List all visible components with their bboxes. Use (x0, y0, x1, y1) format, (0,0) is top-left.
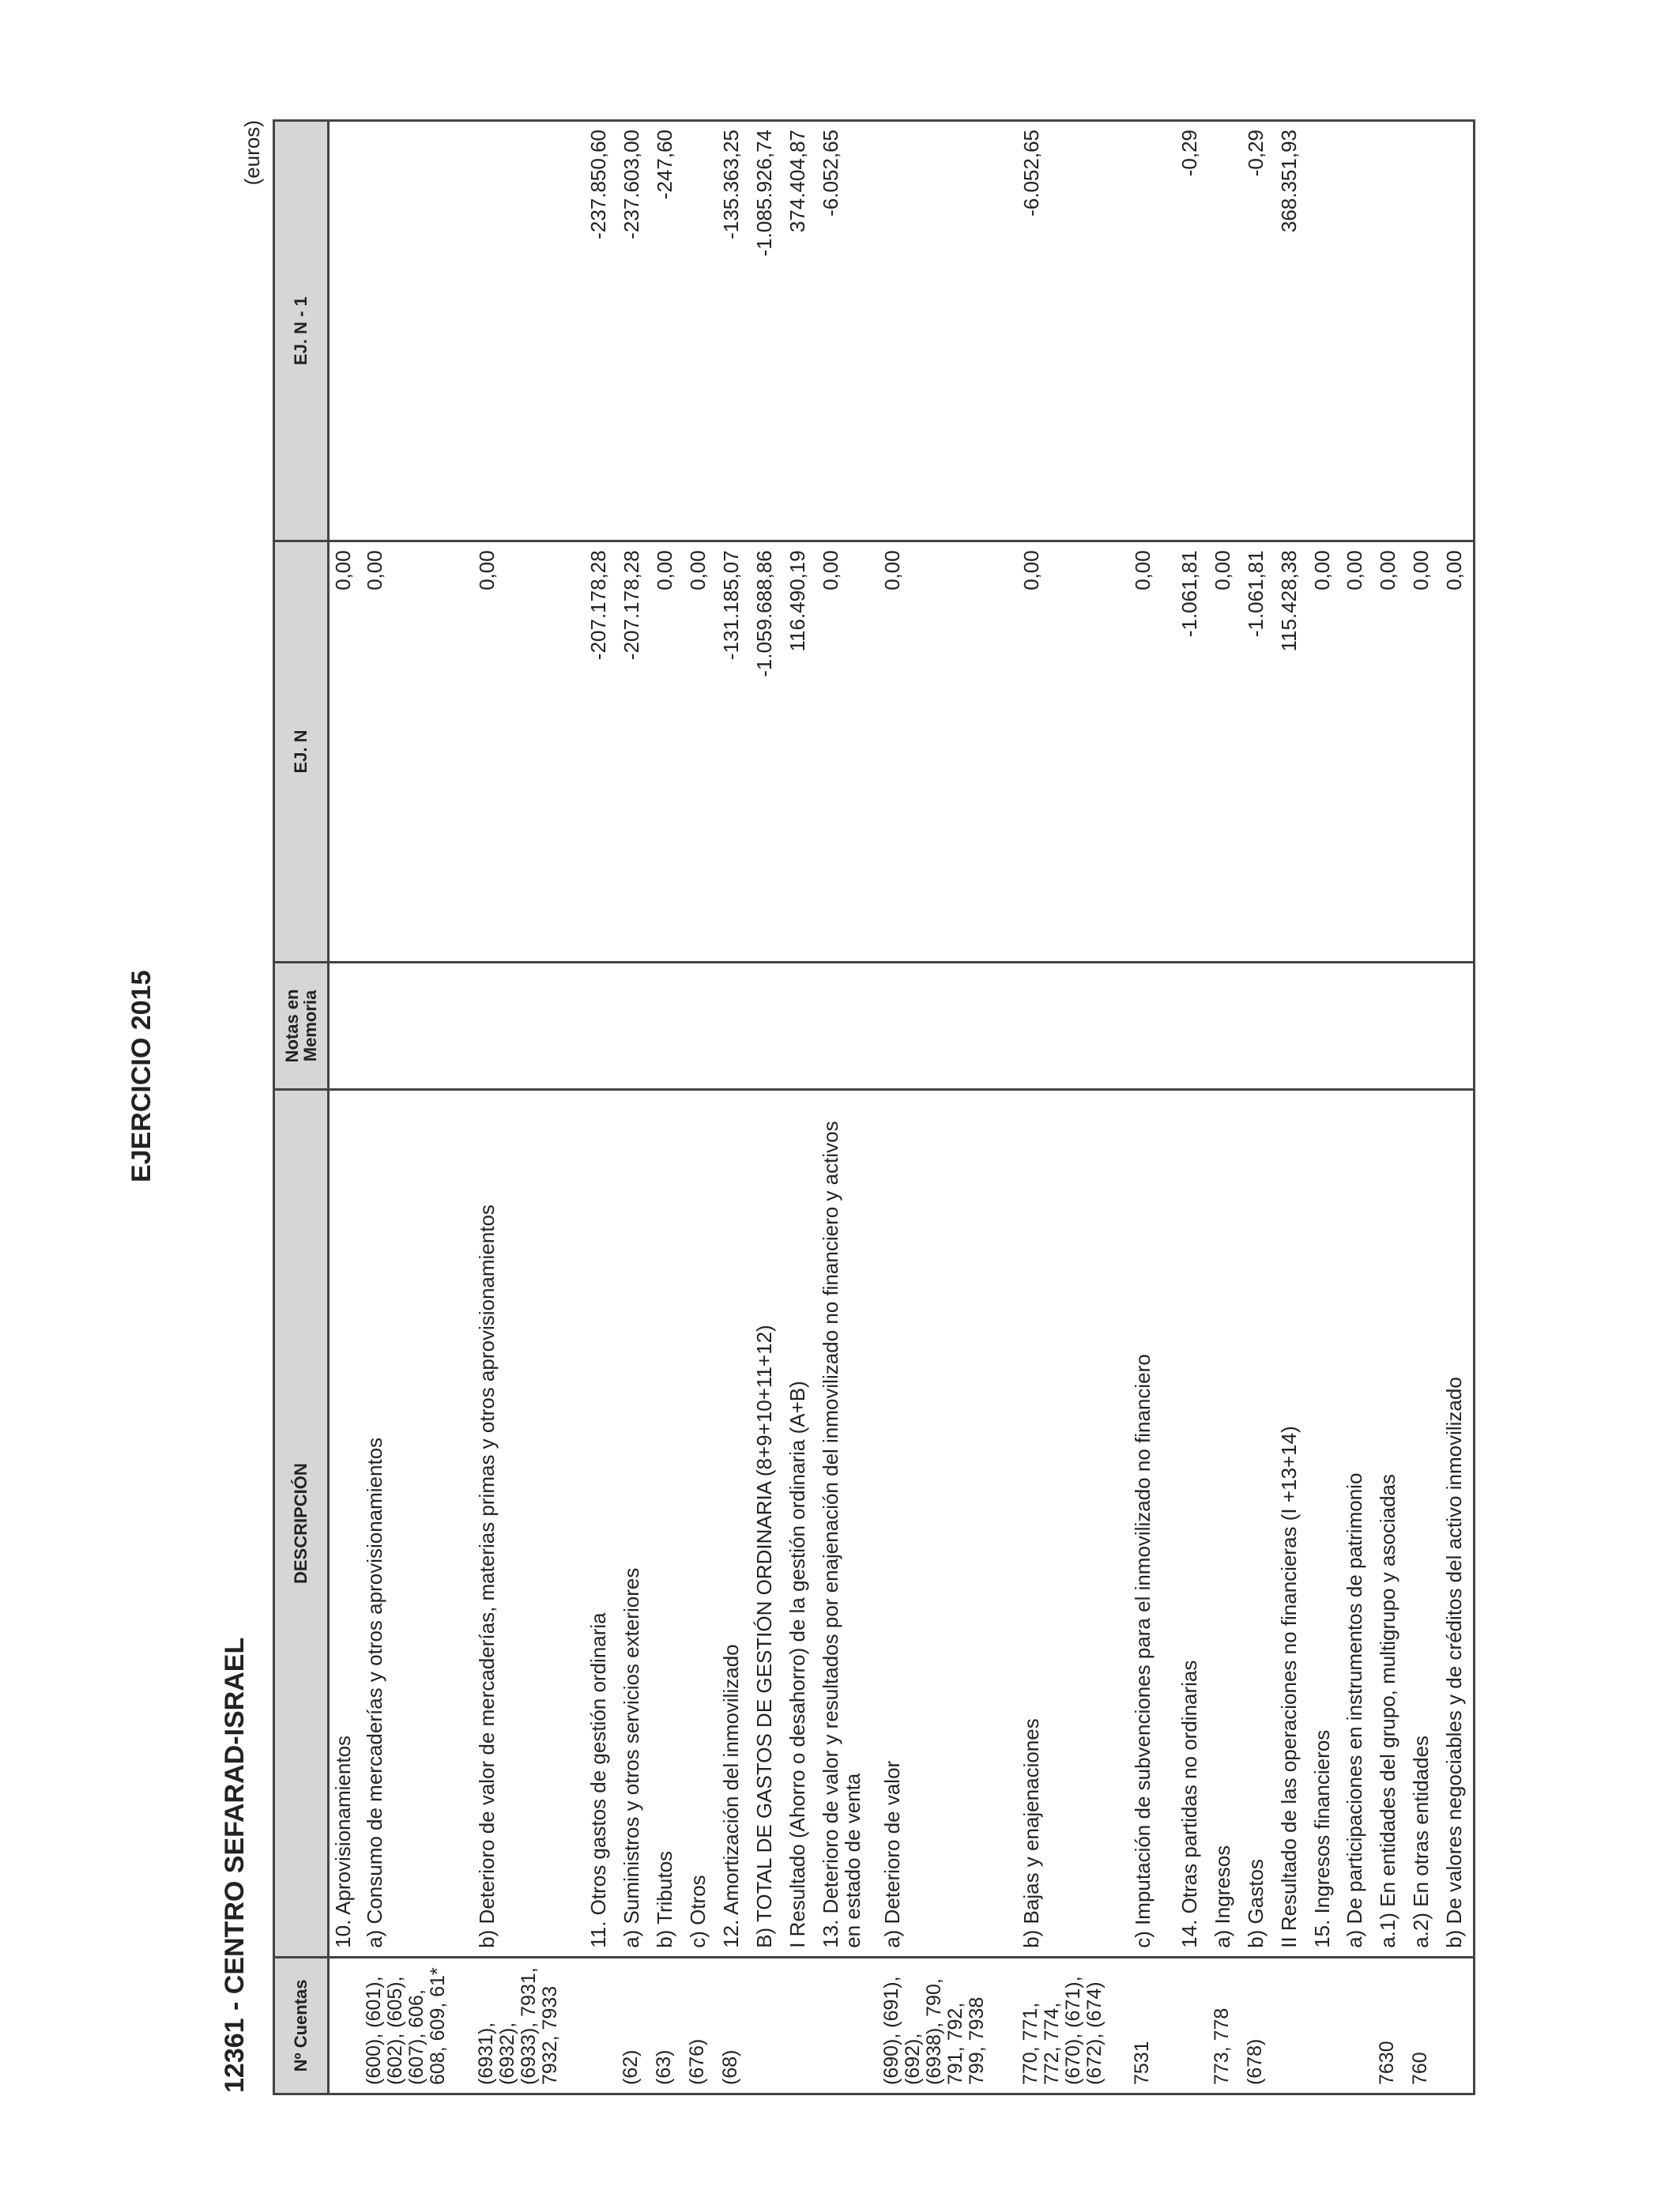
year-n1-cell: -135.363,25 (718, 121, 751, 541)
year-n1-cell (1309, 121, 1342, 541)
description-cell: a) Ingresos (1209, 1090, 1242, 1957)
table-row (618, 121, 651, 2094)
year-n1-cell (1341, 121, 1374, 541)
col-accounts-header: Nº Cuentas (274, 1957, 329, 2094)
table-row (585, 121, 618, 2094)
exercise-title: EJERCICIO 2015 (126, 970, 156, 1182)
table-row (651, 121, 684, 2094)
year-n-cell: -131.185,07 (718, 541, 751, 962)
table-row (1018, 121, 1129, 2094)
col-notes-header: Notas en Memoria (274, 962, 329, 1090)
year-n-cell: -1.059.688,86 (751, 541, 784, 962)
account-cell (1341, 1957, 1374, 2094)
table-row (684, 121, 718, 2094)
account-cell (817, 1957, 880, 2094)
year-n1-cell (1407, 121, 1441, 541)
account-cell: 7630 (1374, 1957, 1407, 2094)
table-row (361, 121, 473, 2094)
table-header-row (274, 121, 329, 2094)
description-cell: II Resultado de las operaciones no financieras (I +13+14) (1275, 1090, 1309, 1957)
account-cell: (6931), (6932), (6933), 7931, 7932, 7933 (473, 1957, 585, 2094)
description-cell: b) Bajas y enajenaciones (1018, 1090, 1129, 1957)
table-row (879, 121, 1018, 2094)
year-n1-cell: -247,60 (651, 121, 684, 541)
notes-cell (651, 962, 684, 1090)
results-table (273, 119, 1475, 2095)
table-row (1374, 121, 1407, 2094)
table-row (1129, 121, 1176, 2094)
notes-cell (817, 962, 880, 1090)
table-row (1309, 121, 1342, 2094)
account-cell: (678) (1242, 1957, 1275, 2094)
description-cell: b) Deterioro de valor de mercaderías, materias primas y otros aprovisionamientos (473, 1090, 585, 1957)
account-cell: (62) (618, 1957, 651, 2094)
year-n1-cell: 368.351,93 (1275, 121, 1309, 541)
description-cell: B) TOTAL DE GASTOS DE GESTIÓN ORDINARIA (8+9+10+11+12) (751, 1090, 784, 1957)
account-cell: (68) (718, 1957, 751, 2094)
account-cell: 773, 778 (1209, 1957, 1242, 2094)
account-cell (1275, 1957, 1309, 2094)
year-n1-cell (1209, 121, 1242, 541)
notes-cell (1341, 962, 1374, 1090)
year-n1-cell: -0,29 (1176, 121, 1209, 541)
account-cell (329, 1957, 362, 2094)
year-n-cell: 115.428,38 (1275, 541, 1309, 962)
description-cell: c) Otros (684, 1090, 718, 1957)
notes-cell (1374, 962, 1407, 1090)
notes-cell (1242, 962, 1275, 1090)
description-cell: b) Gastos (1242, 1090, 1275, 1957)
description-cell: b) Tributos (651, 1090, 684, 1957)
description-cell: a.1) En entidades del grupo, multigrupo y asociadas (1374, 1090, 1407, 1957)
account-cell: (600), (601), (602), (605), (607), 606, 608, 609, 61* (361, 1957, 473, 2094)
notes-cell (751, 962, 784, 1090)
year-n-cell: 0,00 (817, 541, 880, 962)
account-cell (1176, 1957, 1209, 2094)
notes-cell (784, 962, 817, 1090)
year-n-cell: -1.061,81 (1176, 541, 1209, 962)
year-n1-cell: -237.850,60 (585, 121, 618, 541)
year-n1-cell: -1.085.926,74 (751, 121, 784, 541)
account-cell: 760 (1407, 1957, 1441, 2094)
notes-cell (879, 962, 1018, 1090)
description-cell: 14. Otras partidas no ordinarias (1176, 1090, 1209, 1957)
description-cell: 11. Otros gastos de gestión ordinaria (585, 1090, 618, 1957)
table-row (1209, 121, 1242, 2094)
notes-cell (329, 962, 362, 1090)
notes-cell (585, 962, 618, 1090)
table-row (473, 121, 585, 2094)
year-n-cell: -207.178,28 (618, 541, 651, 962)
notes-cell (1407, 962, 1441, 1090)
description-cell: a) De participaciones en instrumentos de patrimonio (1341, 1090, 1374, 1957)
notes-cell (1275, 962, 1309, 1090)
account-cell (585, 1957, 618, 2094)
table-row (1176, 121, 1209, 2094)
year-n-cell: 0,00 (1374, 541, 1407, 962)
year-n-cell: 0,00 (684, 541, 718, 962)
year-n-cell: -207.178,28 (585, 541, 618, 962)
account-cell (784, 1957, 817, 2094)
year-n-cell: 0,00 (473, 541, 585, 962)
description-cell: a) Deterioro de valor (879, 1090, 1018, 1957)
account-cell: (63) (651, 1957, 684, 2094)
year-n1-cell: -6.052,65 (817, 121, 880, 541)
year-n1-cell: -6.052,65 (1018, 121, 1129, 541)
year-n-cell: 0,00 (1209, 541, 1242, 962)
notes-cell (1441, 962, 1474, 1090)
notes-cell (1209, 962, 1242, 1090)
description-cell: a) Suministros y otros servicios exteriores (618, 1090, 651, 1957)
year-n1-cell (473, 121, 585, 541)
year-n1-cell: -0,29 (1242, 121, 1275, 541)
description-cell: a) Consumo de mercaderías y otros aprovisionamientos (361, 1090, 473, 1957)
account-cell (751, 1957, 784, 2094)
year-n-cell: 0,00 (1129, 541, 1176, 962)
year-n1-cell (1441, 121, 1474, 541)
year-n-cell: 0,00 (1309, 541, 1342, 962)
description-cell: 15. Ingresos financieros (1309, 1090, 1342, 1957)
col-year-n-header: EJ. N (274, 541, 329, 962)
table-row (718, 121, 751, 2094)
notes-cell (473, 962, 585, 1090)
notes-cell (684, 962, 718, 1090)
year-n-cell: 116.490,19 (784, 541, 817, 962)
table-row (784, 121, 817, 2094)
account-cell: 770, 771, 772, 774, (670), (671), (672), (674) (1018, 1957, 1129, 2094)
table-row (1275, 121, 1309, 2094)
entity-title: 12361 - CENTRO SEFARAD-ISRAEL (220, 1637, 250, 2093)
year-n1-cell: -237.603,00 (618, 121, 651, 541)
units-label: (euros) (240, 120, 264, 186)
table-row (1407, 121, 1441, 2094)
year-n-cell: 0,00 (361, 541, 473, 962)
year-n-cell: 0,00 (1441, 541, 1474, 962)
year-n1-cell (879, 121, 1018, 541)
year-n1-cell (1129, 121, 1176, 541)
year-n1-cell (684, 121, 718, 541)
table-row (817, 121, 880, 2094)
year-n1-cell: 374.404,87 (784, 121, 817, 541)
account-cell: 7531 (1129, 1957, 1176, 2094)
table-row (751, 121, 784, 2094)
description-cell: 10. Aprovisionamientos (329, 1090, 362, 1957)
year-n-cell: 0,00 (1341, 541, 1374, 962)
description-cell: 12. Amortización del inmovilizado (718, 1090, 751, 1957)
description-cell: I Resultado (Ahorro o desahorro) de la gestión ordinaria (A+B) (784, 1090, 817, 1957)
account-cell: (676) (684, 1957, 718, 2094)
description-cell: a.2) En otras entidades (1407, 1090, 1441, 1957)
col-year-n1-header: EJ. N - 1 (274, 121, 329, 541)
description-cell: b) De valores negociables y de créditos del activo inmovilizado (1441, 1090, 1474, 1957)
col-description-header: DESCRIPCIÓN (274, 1090, 329, 1957)
year-n-cell: -1.061,81 (1242, 541, 1275, 962)
year-n1-cell (329, 121, 362, 541)
notes-cell (361, 962, 473, 1090)
year-n-cell: 0,00 (1407, 541, 1441, 962)
year-n-cell: 0,00 (651, 541, 684, 962)
notes-cell (1176, 962, 1209, 1090)
account-cell (1441, 1957, 1474, 2094)
table-row (1441, 121, 1474, 2094)
account-cell: (690), (691), (692), (6938), 790, 791, 792, 799, 7938 (879, 1957, 1018, 2094)
notes-cell (1129, 962, 1176, 1090)
notes-cell (1309, 962, 1342, 1090)
year-n-cell: 0,00 (329, 541, 362, 962)
notes-cell (1018, 962, 1129, 1090)
description-cell: c) Imputación de subvenciones para el inmovilizado no financiero (1129, 1090, 1176, 1957)
table-row (1242, 121, 1275, 2094)
year-n1-cell (1374, 121, 1407, 541)
description-cell: 13. Deterioro de valor y resultados por enajenación del inmovilizado no financiero y activos en estado de venta (817, 1090, 880, 1957)
account-cell (1309, 1957, 1342, 2094)
notes-cell (718, 962, 751, 1090)
year-n1-cell (361, 121, 473, 541)
year-n-cell: 0,00 (879, 541, 1018, 962)
table-row (329, 121, 362, 2094)
notes-cell (618, 962, 651, 1090)
year-n-cell: 0,00 (1018, 541, 1129, 962)
table-row (1341, 121, 1374, 2094)
